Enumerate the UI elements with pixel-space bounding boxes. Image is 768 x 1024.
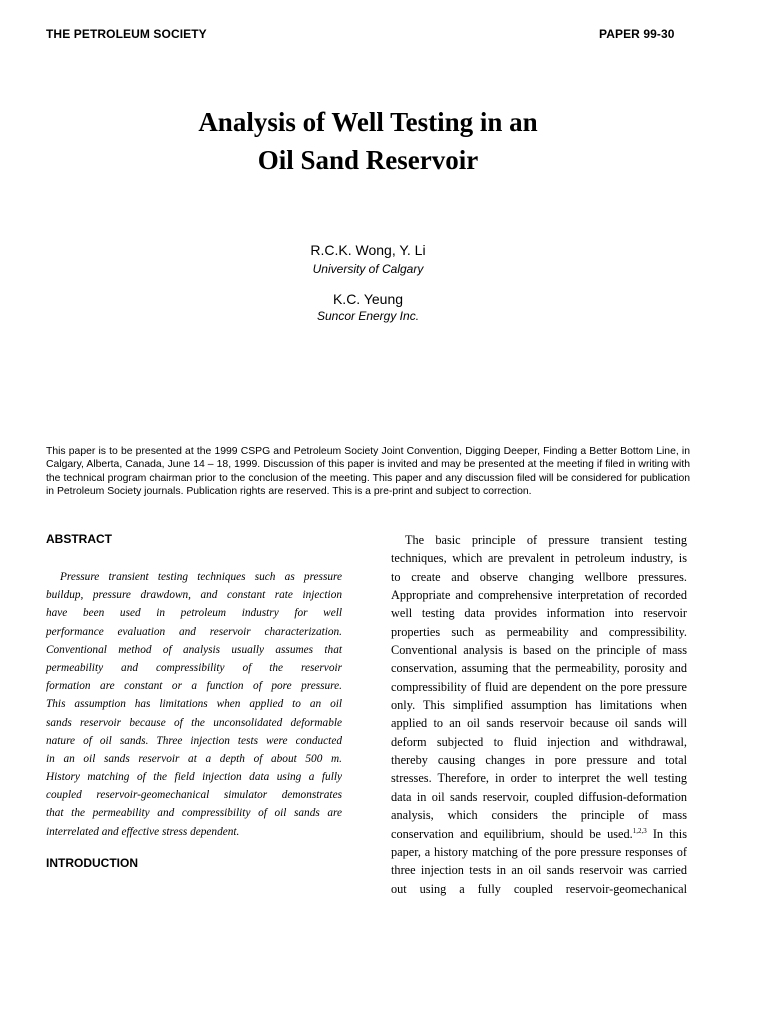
body-line: paper, a history matching of the pore pressure responses of <box>391 844 687 859</box>
abstract-body <box>46 568 342 841</box>
abstract-line: permeability and compressibility of the reservoir <box>46 661 342 674</box>
body-line: stresses. Therefore, in order to interpret the well testing <box>391 771 687 786</box>
body-line: three injection tests in an oil sands reservoir was carried <box>391 863 687 878</box>
body-line: well testing data provides information into reservoir <box>391 606 687 621</box>
journal-name: THE PETROLEUM SOCIETY <box>46 27 207 41</box>
abstract-line: coupled reservoir-geomechanical simulator demonstrates <box>46 789 342 802</box>
abstract-line: that the permeability and compressibility of oil sands are <box>46 807 342 820</box>
body-line: data in oil sands reservoir, coupled diffusion-deformation <box>391 789 687 804</box>
citation-tail: In this <box>646 826 687 841</box>
presentation-notice <box>46 445 690 499</box>
body-line-with-citation <box>391 825 687 843</box>
body-line: out using a fully coupled reservoir-geomechanical <box>391 881 687 896</box>
paper-number: PAPER 99-30 <box>599 27 675 41</box>
paper-title-line-1: Analysis of Well Testing in an <box>198 107 538 137</box>
author-names: K.C. Yeung <box>332 291 404 307</box>
author-names: R.C.K. Wong, Y. Li <box>310 242 426 258</box>
abstract-line: History matching of the field injection data using a fully <box>46 771 342 784</box>
abstract-line: performance evaluation and reservoir characterization. <box>46 625 342 638</box>
abstract-line: Pressure transient testing techniques such as pressure <box>60 571 342 583</box>
abstract-line: buildup, pressure drawdown, and constant rate injection <box>46 589 342 602</box>
body-line: Conventional analysis is based on the principle of mass <box>391 643 687 658</box>
body-line: properties such as permeability and compressibility. <box>391 624 687 639</box>
citation-superscript: 1,2,3 <box>632 826 647 835</box>
body-line: only. This simplified assumption has limitations when <box>391 698 687 713</box>
abstract-heading: ABSTRACT <box>46 532 112 546</box>
abstract-line: This assumption has limitations when applied to an oil <box>46 698 342 711</box>
body-line: The basic principle of pressure transient testing <box>405 533 687 547</box>
body-line: conservation, assuming that the permeability, porosity and <box>391 661 687 676</box>
notice-text: This paper is to be presented at the 1999 CSPG and Petroleum Society Joint Convention, Digging Deeper, Finding a Better Bottom Line, in Calgary, Alberta, Canada, June 14 – 18, 1999. Discussion of this paper is invited and may be presented at the meeting if filed in writing with the technical program chairman prior to the conclusion of the meeting. This paper and any discussion filed will be considered for publication in Petroleum Society journals. Publication rights are reserved. This is a pre-print and subject to correction. <box>46 446 690 498</box>
abstract-line: Conventional method of analysis usually assumes that <box>46 643 342 656</box>
body-line: techniques, which are prevalent in petroleum industry, is <box>391 551 687 566</box>
paper-title-line-2: Oil Sand Reservoir <box>257 145 479 175</box>
body-line: thereby causing changes in pore pressure and total <box>391 753 687 768</box>
abstract-line: interrelated and effective stress dependent. <box>46 825 240 838</box>
body-line: to create and observe changing wellbore pressures. <box>391 569 687 584</box>
body-line: deform subjected to fluid injection and withdrawal, <box>391 734 687 749</box>
citation-sentence: conservation and equilibrium, should be used. <box>391 826 633 841</box>
abstract-line: nature of oil sands. Three injection tests were conducted <box>46 734 342 747</box>
author-affiliation: University of Calgary <box>312 262 424 276</box>
body-line: compressibility of fluid are dependent on the pore pressure <box>391 679 687 694</box>
author-affiliation: Suncor Energy Inc. <box>316 309 420 323</box>
body-line: applied to an oil sands reservoir because oil sands will <box>391 716 687 731</box>
abstract-line: sands reservoir because of the unconsolidated deformable <box>46 716 342 729</box>
introduction-heading: INTRODUCTION <box>46 856 138 870</box>
abstract-line: formation are constant or a function of pore pressure. <box>46 680 342 693</box>
body-line: Appropriate and comprehensive interpretation of recorded <box>391 588 687 603</box>
abstract-line: have been used in petroleum industry for well <box>46 607 342 620</box>
body-line: analysis, which considers the principle of mass <box>391 808 687 823</box>
abstract-line: in an oil sands reservoir at a depth of about 500 m. <box>46 752 342 765</box>
introduction-body <box>391 531 687 898</box>
